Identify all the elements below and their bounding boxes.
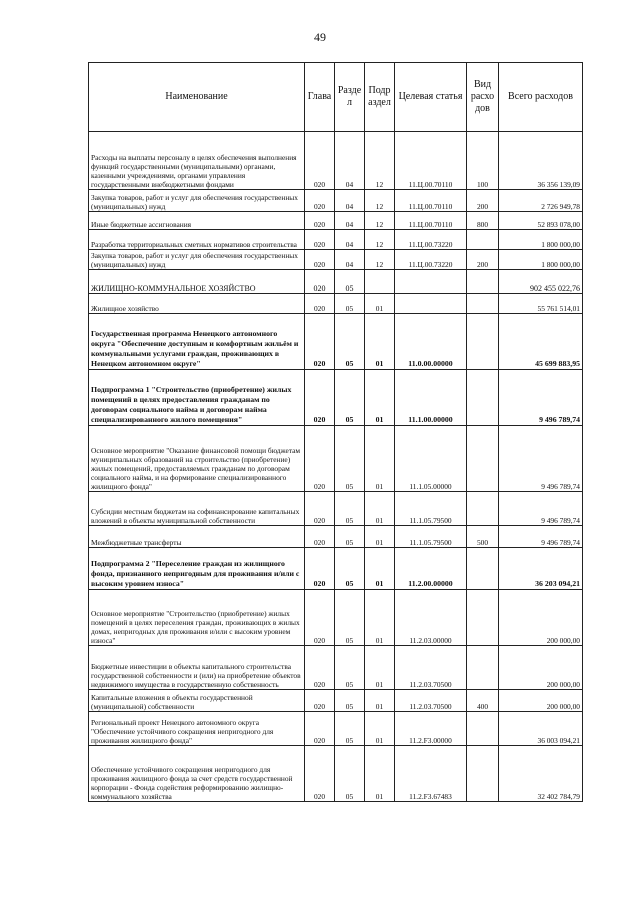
table-row [89,548,583,590]
row-glava: 020 [305,548,335,590]
row-celevaya-statya: 11.1.05.00000 [395,426,467,492]
row-podrazdel: 12 [365,190,395,212]
row-razdel: 05 [335,526,365,548]
table-row [89,590,583,646]
row-celevaya-statya: 11.2.03.00000 [395,590,467,646]
row-vid-rashodov: 500 [467,526,499,548]
row-podrazdel: 01 [365,746,395,802]
row-podrazdel: 01 [365,646,395,690]
row-name: Основное мероприятие "Оказание финансовой помощи бюджетам муниципальных образований на строительство (приобретение) жилых помещений, предоставляемых гражданам по договорам социального найма, и на формирование специализированного жилищного фонда" [89,426,305,492]
row-glava: 020 [305,212,335,230]
row-podrazdel: 12 [365,132,395,190]
row-total: 45 699 883,95 [499,314,583,370]
row-name: ЖИЛИЩНО-КОММУНАЛЬНОЕ ХОЗЯЙСТВО [89,270,305,294]
row-celevaya-statya: 11.1.05.79500 [395,492,467,526]
row-podrazdel: 01 [365,294,395,314]
header-celevaya-statya: Целевая статья [395,63,467,132]
row-glava: 020 [305,230,335,250]
row-celevaya-statya: 11.Ц.00.73220 [395,250,467,270]
row-total: 36 203 094,21 [499,548,583,590]
row-total: 1 800 000,00 [499,230,583,250]
row-razdel: 05 [335,370,365,426]
row-glava: 020 [305,314,335,370]
row-razdel: 05 [335,294,365,314]
row-name: Обеспечение устойчивого сокращения непригодного для проживания жилищного фонда за счет средств государственной корпорации - Фонда содействия реформированию жилищно-коммунального хозяйства [89,746,305,802]
table-row [89,132,583,190]
row-name: Государственная программа Ненецкого автономного округа "Обеспечение доступным и комфортным жильём и коммунальными услугами граждан, проживающих в Ненецком автономном округе" [89,314,305,370]
row-razdel: 05 [335,270,365,294]
row-total: 32 402 784,79 [499,746,583,802]
row-name: Подпрограмма 1 "Строительство (приобретение) жилых помещений в целях предоставления гражданам по договорам социального найма и договорам найма специализированного жилого помещения" [89,370,305,426]
row-celevaya-statya: 11.Ц.00.70110 [395,132,467,190]
table-row [89,314,583,370]
budget-table [88,62,583,802]
row-razdel: 04 [335,212,365,230]
row-vid-rashodov [467,370,499,426]
row-vid-rashodov: 100 [467,132,499,190]
row-celevaya-statya: 11.Ц.00.70110 [395,190,467,212]
row-razdel: 05 [335,426,365,492]
table-row [89,492,583,526]
header-podrazdel: Подр аздел [365,63,395,132]
row-vid-rashodov [467,712,499,746]
table-row [89,690,583,712]
row-glava: 020 [305,646,335,690]
row-total: 52 893 078,00 [499,212,583,230]
row-podrazdel: 12 [365,230,395,250]
row-name: Бюджетные инвестиции в объекты капитального строительства государственной собственности и (или) на приобретение объектов недвижимого имущества в государственную собственность [89,646,305,690]
row-celevaya-statya: 11.2.03.70500 [395,646,467,690]
header-vid-rashodov: Вид расхо дов [467,63,499,132]
row-name: Основное мероприятие "Строительство (приобретение) жилых помещений в целях переселения граждан, проживающих в жилых домах, непригодных для проживания и/или с высоким уровнем износа" [89,590,305,646]
row-razdel: 05 [335,548,365,590]
row-total: 9 496 789,74 [499,492,583,526]
table-row [89,746,583,802]
row-name: Подпрограмма 2 "Переселение граждан из жилищного фонда, признанного непригодным для проживания и/или с высоким уровнем износа" [89,548,305,590]
row-podrazdel: 12 [365,250,395,270]
row-total: 36 356 139,09 [499,132,583,190]
table-row [89,426,583,492]
row-razdel: 05 [335,712,365,746]
row-vid-rashodov: 200 [467,190,499,212]
row-podrazdel: 01 [365,370,395,426]
row-podrazdel: 01 [365,548,395,590]
table-row [89,294,583,314]
row-vid-rashodov [467,746,499,802]
header-razdel: Разде л [335,63,365,132]
row-total: 9 496 789,74 [499,426,583,492]
row-celevaya-statya: 11.2.00.00000 [395,548,467,590]
row-podrazdel: 01 [365,314,395,370]
header-total: Всего расходов [499,63,583,132]
row-vid-rashodov [467,426,499,492]
table-row [89,646,583,690]
row-razdel: 05 [335,314,365,370]
row-podrazdel: 01 [365,526,395,548]
row-name: Расходы на выплаты персоналу в целях обеспечения выполнения функций государственными (муниципальными) органами, казенными учреждениями, органами управления государственными внебюджетными фондами [89,132,305,190]
row-name: Межбюджетные трансферты [89,526,305,548]
row-vid-rashodov: 800 [467,212,499,230]
row-vid-rashodov [467,270,499,294]
row-razdel: 05 [335,646,365,690]
row-total: 2 726 949,78 [499,190,583,212]
row-podrazdel: 01 [365,712,395,746]
row-name: Закупка товаров, работ и услуг для обеспечения государственных (муниципальных) нужд [89,250,305,270]
row-vid-rashodov [467,230,499,250]
row-podrazdel: 01 [365,426,395,492]
row-razdel: 04 [335,132,365,190]
row-vid-rashodov: 400 [467,690,499,712]
row-glava: 020 [305,492,335,526]
row-vid-rashodov [467,294,499,314]
page-number: 49 [314,30,326,44]
row-glava: 020 [305,250,335,270]
row-vid-rashodov [467,492,499,526]
table-row [89,230,583,250]
row-glava: 020 [305,526,335,548]
row-glava: 020 [305,690,335,712]
row-glava: 020 [305,746,335,802]
row-name: Субсидии местным бюджетам на софинансирование капитальных вложений в объекты муниципальной собственности [89,492,305,526]
row-razdel: 05 [335,746,365,802]
row-total: 902 455 022,76 [499,270,583,294]
row-glava: 020 [305,294,335,314]
row-name: Иные бюджетные ассигнования [89,212,305,230]
table-row [89,212,583,230]
row-total: 1 800 000,00 [499,250,583,270]
row-celevaya-statya: 11.2.F3.00000 [395,712,467,746]
table-row [89,250,583,270]
row-total: 36 003 094,21 [499,712,583,746]
row-podrazdel: 01 [365,492,395,526]
row-celevaya-statya: 11.2.03.70500 [395,690,467,712]
row-celevaya-statya: 11.1.00.00000 [395,370,467,426]
row-podrazdel: 01 [365,590,395,646]
row-vid-rashodov: 200 [467,250,499,270]
row-glava: 020 [305,132,335,190]
row-total: 55 761 514,01 [499,294,583,314]
row-celevaya-statya [395,294,467,314]
row-vid-rashodov [467,646,499,690]
row-vid-rashodov [467,314,499,370]
header-glava: Глава [305,63,335,132]
row-glava: 020 [305,712,335,746]
row-name: Региональный проект Ненецкого автономного округа "Обеспечение устойчивого сокращения непригодного для проживания жилищного фонда" [89,712,305,746]
row-celevaya-statya: 11.Ц.00.70110 [395,212,467,230]
row-total: 200 000,00 [499,690,583,712]
row-razdel: 05 [335,492,365,526]
header-row [89,63,583,132]
row-podrazdel [365,270,395,294]
row-total: 200 000,00 [499,590,583,646]
table-row [89,370,583,426]
row-vid-rashodov [467,590,499,646]
row-glava: 020 [305,190,335,212]
row-name: Закупка товаров, работ и услуг для обеспечения государственных (муниципальных) нужд [89,190,305,212]
header-name: Наименование [89,63,305,132]
row-podrazdel: 01 [365,690,395,712]
row-razdel: 05 [335,590,365,646]
row-razdel: 04 [335,230,365,250]
row-glava: 020 [305,426,335,492]
table-row [89,526,583,548]
row-name: Капитальные вложения в объекты государственной (муниципальной) собственности [89,690,305,712]
table-body [89,132,583,802]
row-razdel: 04 [335,190,365,212]
row-name: Жилищное хозяйство [89,294,305,314]
row-razdel: 04 [335,250,365,270]
row-podrazdel: 12 [365,212,395,230]
row-celevaya-statya: 11.2.F3.67483 [395,746,467,802]
row-celevaya-statya: 11.Ц.00.73220 [395,230,467,250]
row-razdel: 05 [335,690,365,712]
row-celevaya-statya: 11.1.05.79500 [395,526,467,548]
row-glava: 020 [305,590,335,646]
row-celevaya-statya: 11.0.00.00000 [395,314,467,370]
row-name: Разработка территориальных сметных нормативов строительства [89,230,305,250]
row-total: 9 496 789,74 [499,526,583,548]
row-celevaya-statya [395,270,467,294]
row-glava: 020 [305,270,335,294]
row-total: 9 496 789,74 [499,370,583,426]
row-total: 200 000,00 [499,646,583,690]
row-vid-rashodov [467,548,499,590]
table-row [89,270,583,294]
row-glava: 020 [305,370,335,426]
table-row [89,712,583,746]
table-row [89,190,583,212]
